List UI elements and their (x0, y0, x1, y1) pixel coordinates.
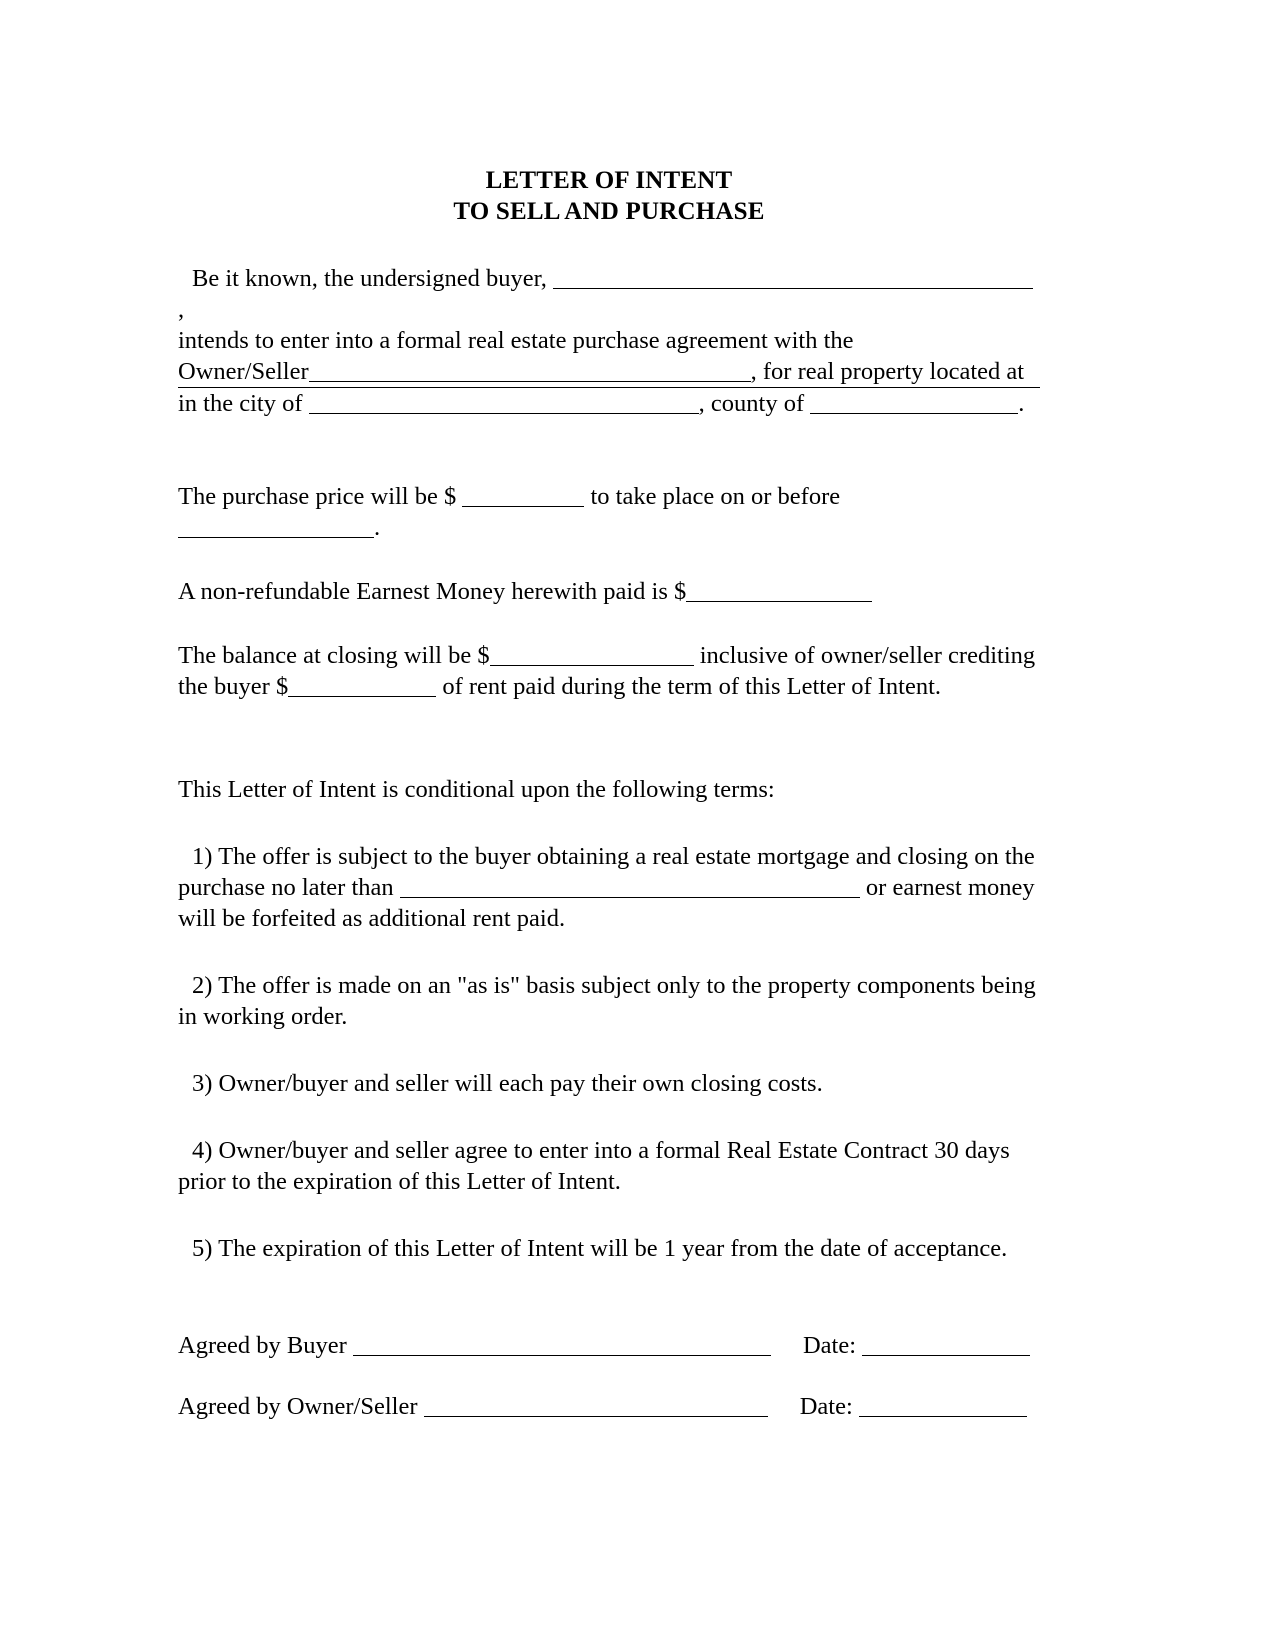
price-text-2: to take place on or before (590, 483, 841, 510)
intro-paragraph (178, 263, 1040, 419)
earnest-text-1: A non-refundable Earnest Money herewith paid is $ (178, 578, 687, 605)
conditional-heading-line: This Letter of Intent is conditional upon the following terms: (178, 776, 775, 803)
owner-seller-blank[interactable] (309, 362, 751, 382)
term-1-after: or earnest money will be forfeited as additional rent paid. (178, 874, 1035, 932)
intro-text-3: intends to enter into a formal real estate purchase agreement with the (178, 327, 854, 354)
spacer (178, 1099, 1040, 1135)
mortgage-closing-date-blank[interactable] (400, 878, 860, 898)
earnest-money-line (178, 576, 1040, 607)
balance-text-3: the buyer $ (178, 673, 289, 700)
spacer (178, 934, 1040, 970)
purchase-price-line (178, 481, 1040, 543)
title-line-2: TO SELL AND PURCHASE (453, 198, 765, 225)
title-line-1: LETTER OF INTENT (485, 167, 733, 194)
buyer-signature-label: Agreed by Buyer (178, 1332, 347, 1359)
buyer-name-blank[interactable] (553, 269, 1033, 289)
intro-text-6: in the city of (178, 390, 303, 417)
seller-date-blank[interactable] (859, 1397, 1027, 1417)
term-item-3 (178, 1068, 1040, 1099)
term-4-text (178, 1135, 1040, 1197)
intro-text-2: , (178, 296, 185, 323)
term-5-number: 5) (192, 1235, 213, 1262)
spacer (178, 419, 1040, 481)
term-item-2 (178, 970, 1040, 1032)
price-text-1: The purchase price will be $ (178, 483, 457, 510)
closing-date-blank[interactable] (178, 518, 374, 538)
signature-row-seller (178, 1391, 1040, 1422)
term-item-1 (178, 841, 1040, 934)
term-3-before: Owner/buyer and seller will each pay their own closing costs. (218, 1070, 823, 1097)
seller-signature-blank[interactable] (424, 1397, 768, 1417)
spacer (178, 1264, 1040, 1330)
balance-line-2 (178, 671, 1040, 702)
term-2-number: 2) (192, 972, 213, 999)
city-blank[interactable] (309, 394, 699, 414)
balance-paragraph (178, 640, 1040, 702)
intro-line-3 (178, 356, 1040, 387)
intro-text-8: . (1018, 390, 1025, 417)
term-4-before: Owner/buyer and seller agree to enter into a formal Real Estate Contract 30 days prior to the expiration of this Letter of Intent. (178, 1137, 1010, 1195)
term-item-4 (178, 1135, 1040, 1197)
seller-signature-label: Agreed by Owner/Seller (178, 1393, 418, 1420)
rent-credit-blank[interactable] (288, 677, 436, 697)
balance-blank[interactable] (490, 646, 694, 666)
balance-line-1 (178, 640, 1040, 671)
term-2-text (178, 970, 1040, 1032)
spacer (178, 1032, 1040, 1068)
earnest-money-blank[interactable] (686, 582, 872, 602)
seller-date-label: Date: (799, 1393, 853, 1420)
balance-text-1: The balance at closing will be $ (178, 642, 490, 669)
term-2-before: The offer is made on an "as is" basis subject only to the property components being in working order. (178, 972, 1036, 1030)
document-body (178, 165, 1040, 1422)
intro-text-1: Be it known, the undersigned buyer, (192, 265, 547, 292)
spacer (178, 805, 1040, 841)
earnest-money-paragraph (178, 576, 1040, 607)
term-5-text (178, 1233, 1040, 1264)
term-1-text (178, 841, 1040, 934)
intro-text-4: Owner/Seller (178, 358, 309, 385)
signature-row-buyer (178, 1330, 1040, 1361)
term-3-text (178, 1068, 1040, 1099)
intro-line-2 (178, 325, 1040, 356)
balance-text-2: inclusive of owner/seller crediting (699, 642, 1036, 669)
balance-text-4: of rent paid during the term of this Letter of Intent. (442, 673, 942, 700)
buyer-date-label: Date: (802, 1332, 857, 1359)
price-text-3: . (374, 514, 381, 541)
buyer-date-blank[interactable] (862, 1336, 1030, 1356)
intro-text-7: , county of (698, 390, 805, 417)
county-blank[interactable] (810, 394, 1018, 414)
term-5-before: The expiration of this Letter of Intent will be 1 year from the date of acceptance. (218, 1235, 1008, 1262)
term-1-number: 1) (192, 843, 213, 870)
term-4-number: 4) (192, 1137, 213, 1164)
purchase-price-blank[interactable] (462, 487, 584, 507)
spacer (178, 607, 1040, 640)
document-title (178, 165, 1040, 227)
term-1-before: The offer is subject to the buyer obtaining a real estate mortgage and closing on the purchase no later than (178, 843, 1035, 901)
intro-line-5 (178, 388, 1040, 419)
term-item-5 (178, 1233, 1040, 1264)
conditional-heading (178, 774, 1040, 805)
spacer (178, 227, 1040, 263)
spacer (178, 702, 1040, 774)
purchase-price-paragraph (178, 481, 1040, 543)
intro-line-1 (178, 263, 1040, 325)
spacer (178, 1361, 1040, 1391)
term-3-number: 3) (192, 1070, 213, 1097)
spacer (178, 543, 1040, 576)
buyer-signature-blank[interactable] (353, 1336, 771, 1356)
spacer (178, 1197, 1040, 1233)
intro-text-5: , for real property located at (750, 358, 1025, 385)
